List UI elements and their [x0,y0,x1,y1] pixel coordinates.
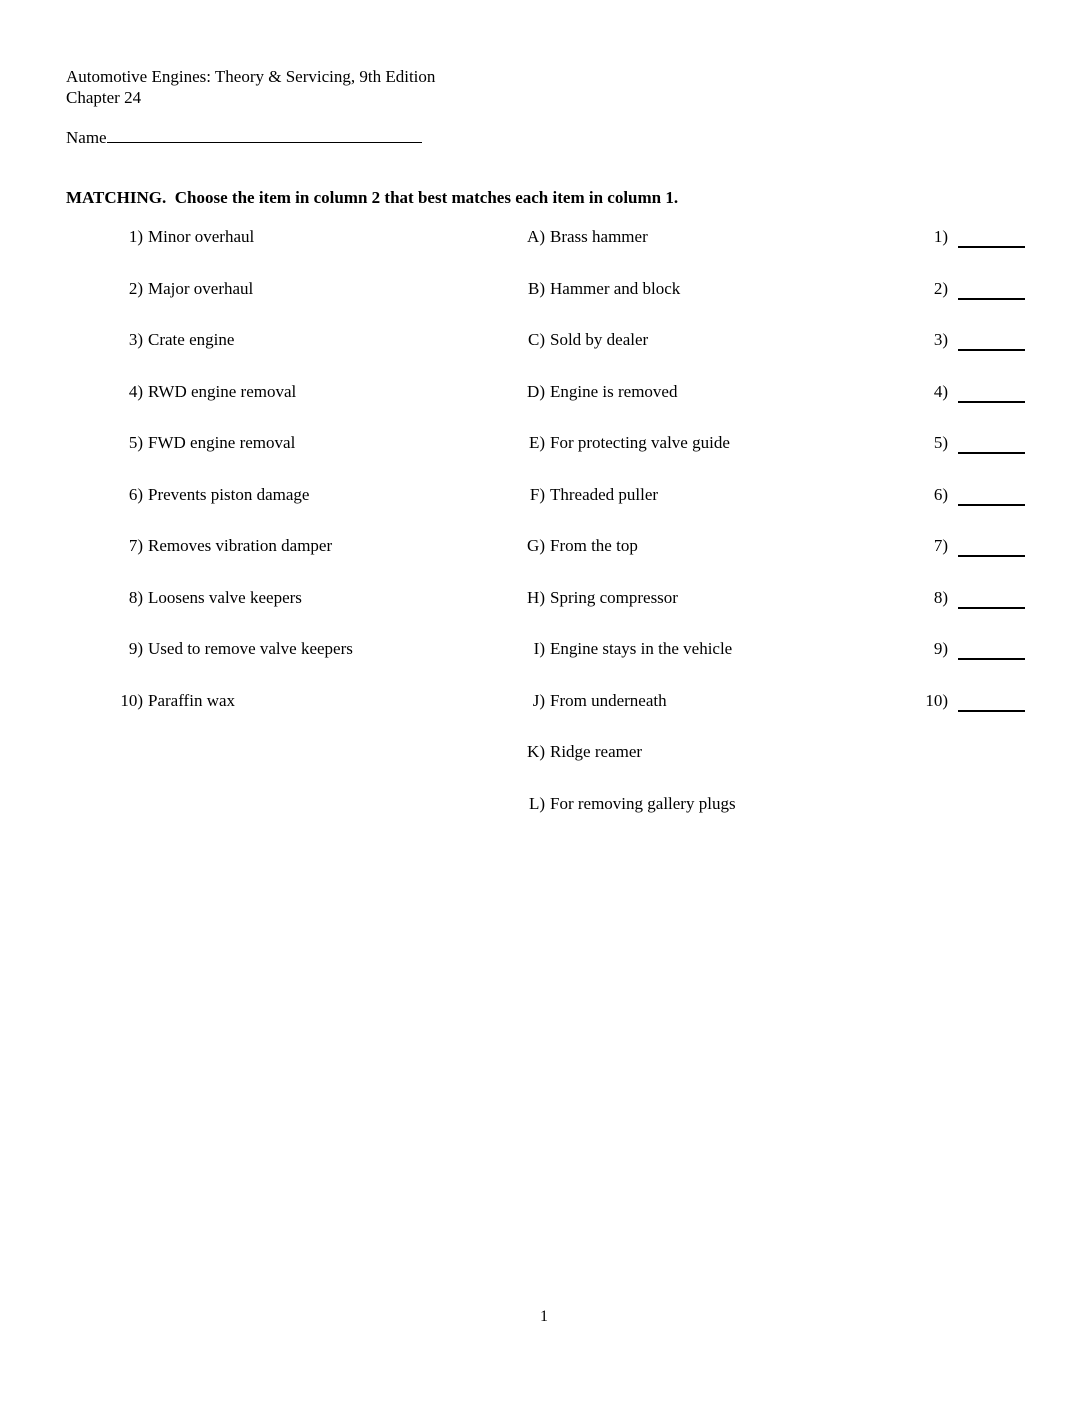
item-text: Major overhaul [148,278,254,298]
item-letter: L) [528,793,545,813]
item-text: Spring compressor [550,587,678,607]
column-2-items [470,226,850,844]
answer-row [862,381,1062,433]
column2-item [470,690,850,742]
answer-number: 10) [925,690,948,710]
answer-number: 6) [933,484,948,504]
column2-item [470,638,850,690]
item-text: Prevents piston damage [148,484,310,504]
column2-item [470,793,850,845]
item-text: Threaded puller [550,484,659,504]
item-number: 8) [128,587,143,607]
item-letter: B) [528,278,545,298]
page-number: 1 [540,1308,548,1325]
answer-blank-9[interactable] [958,638,1025,660]
item-text: From the top [550,536,638,555]
item-text: Loosens valve keepers [148,587,302,607]
answer-row [862,278,1062,330]
item-text: Hammer and block [550,278,681,298]
item-text: Minor overhaul [148,227,255,246]
column2-item [470,381,850,433]
item-number: 2) [128,278,143,298]
answer-number: 7) [933,536,948,555]
answer-row [862,226,1062,278]
item-letter: G) [527,536,545,555]
answer-blank-3[interactable] [958,329,1025,351]
item-text: Removes vibration damper [148,536,333,555]
answer-blank-5[interactable] [958,432,1025,454]
item-text: Paraffin wax [148,690,236,710]
answer-blank-6[interactable] [958,484,1025,506]
answer-number: 8) [933,587,948,607]
column1-item [66,226,466,278]
answer-blank-4[interactable] [958,381,1025,403]
item-text: Used to remove valve keepers [148,639,353,658]
answer-blank-7[interactable] [958,535,1025,557]
answer-number: 1) [933,227,948,246]
item-text: For removing gallery plugs [550,793,736,813]
column2-item [470,535,850,587]
answer-blank-1[interactable] [958,226,1025,248]
column1-item [66,329,466,381]
item-number: 1) [128,227,143,246]
column1-item [66,638,466,690]
column1-item [66,690,466,742]
item-number: 5) [128,433,143,452]
item-letter: F) [529,484,545,504]
item-number: 9) [128,639,143,658]
answer-row [862,535,1062,587]
item-number: 6) [128,484,143,504]
page-header [66,66,435,108]
answer-row [862,432,1062,484]
item-letter: I) [533,639,545,658]
chapter-label: Chapter 24 [66,88,142,107]
item-text: From underneath [550,690,667,710]
item-letter: J) [532,690,545,710]
answer-blank-2[interactable] [958,278,1025,300]
item-letter: K) [527,742,545,761]
item-text: Ridge reamer [550,742,643,761]
item-text: FWD engine removal [148,433,296,452]
column1-item [66,381,466,433]
item-text: Crate engine [148,330,235,349]
column1-item [66,484,466,536]
answer-number: 4) [933,381,948,401]
name-blank-field[interactable] [107,124,422,143]
item-text: For protecting valve guide [550,433,730,452]
answer-number: 9) [933,639,948,658]
column1-item [66,278,466,330]
column-1-items [66,226,466,741]
column2-item [470,226,850,278]
answer-number: 5) [933,433,948,452]
answer-column [862,226,1062,741]
column2-item [470,432,850,484]
column1-item [66,587,466,639]
item-text: RWD engine removal [148,381,297,401]
answer-row [862,690,1062,742]
answer-blank-8[interactable] [958,587,1025,609]
item-letter: D) [527,381,545,401]
item-number: 3) [128,330,143,349]
item-number: 4) [128,381,143,401]
column2-item [470,587,850,639]
column2-item [470,484,850,536]
item-text: Brass hammer [550,227,648,246]
matching-instructions: MATCHING. Choose the item in column 2 that best matches each item in column 1. [66,188,679,207]
answer-row [862,329,1062,381]
column1-item [66,432,466,484]
column2-item [470,278,850,330]
answer-number: 2) [933,278,948,298]
answer-row [862,638,1062,690]
item-letter: C) [528,330,545,349]
answer-number: 3) [933,330,948,349]
book-title: Automotive Engines: Theory & Servicing, 9th Edition [66,67,436,86]
item-number: 7) [128,536,143,555]
answer-row [862,484,1062,536]
item-text: Engine stays in the vehicle [550,639,733,658]
item-letter: H) [527,587,545,607]
answer-blank-10[interactable] [958,690,1025,712]
item-letter: A) [527,227,545,246]
column1-item [66,535,466,587]
item-text: Sold by dealer [550,330,649,349]
item-number: 10) [120,690,143,710]
column2-item [470,329,850,381]
name-label: Name [66,128,107,147]
column2-item [470,741,850,793]
item-letter: E) [528,433,545,452]
item-text: Engine is removed [550,381,678,401]
answer-row [862,587,1062,639]
name-row [66,124,422,148]
